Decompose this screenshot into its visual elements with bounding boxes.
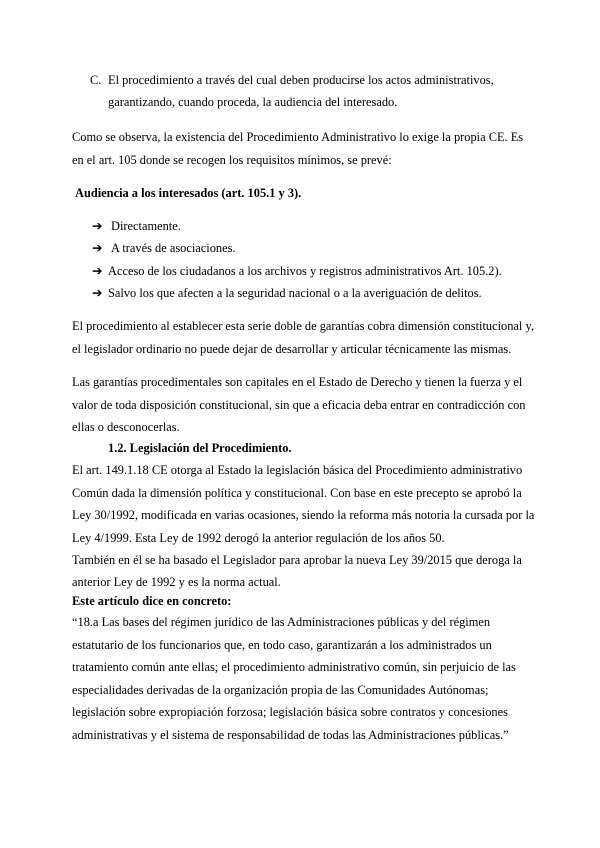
quote-line-5: legislación sobre expropiación forzosa; legislación básica sobre contratos y concesiones xyxy=(72,705,508,719)
quote-line-3: tratamiento común ante ellas; el procedimiento administrativo común, sin perjuicio de las xyxy=(72,660,516,674)
para1-line-1: Como se observa, la existencia del Procedimiento Administrativo lo exige la propia CE. Es xyxy=(72,130,524,144)
arrow-icon: ➔ xyxy=(92,241,103,255)
para4-line-5: También en él se ha basado el Legislador para aprobar la nueva Ley 39/2015 que deroga la xyxy=(72,553,522,567)
list-c-line-1: El procedimiento a través del cual deben producirse los actos administrativos, xyxy=(108,73,494,87)
para4-line-1: El art. 149.1.18 CE otorga al Estado la legislación básica del Procedimiento administrativo xyxy=(72,463,523,477)
para4-line-2: Común dada la dimensión política y constitucional. Con base en este precepto se aprobó la xyxy=(72,486,522,500)
para4-line-3: Ley 30/1992, modificada en varias ocasiones, siendo la reforma más notoria la cursada por la xyxy=(72,508,535,522)
audiencia-heading: Audiencia a los interesados (art. 105.1 y 3). xyxy=(75,186,302,200)
concrete-heading: Este artículo dice en concreto: xyxy=(72,594,232,608)
para2-line-1: El procedimiento al establecer esta serie doble de garantías cobra dimensión constitucional y, xyxy=(72,319,534,333)
para3-line-2: valor de toda disposición constitucional, sin que a eficacia deba entrar en contradicción con xyxy=(72,398,526,412)
quote-line-1: “18.a Las bases del régimen jurídico de las Administraciones públicas y del régimen xyxy=(72,615,491,629)
para4-line-6: anterior Ley de 1992 y es la norma actual. xyxy=(72,575,281,589)
quote-line-2: estatutario de los funcionarios que, en todo caso, garantizarán a los administrados un xyxy=(72,638,492,652)
para3-line-3: ellas o desconocerlas. xyxy=(72,420,180,434)
para4-line-4: Ley 4/1999. Esta Ley de 1992 derogó la anterior regulación de los años 50. xyxy=(72,531,445,545)
bullet-item-2: A través de asociaciones. xyxy=(111,241,236,255)
bullet-item-4: Salvo los que afecten a la seguridad nacional o a la averiguación de delitos. xyxy=(108,286,482,300)
arrow-icon: ➔ xyxy=(92,264,103,278)
bullet-item-1: Directamente. xyxy=(111,219,181,233)
arrow-icon: ➔ xyxy=(92,219,103,233)
section-heading: 1.2. Legislación del Procedimiento. xyxy=(108,441,292,455)
arrow-icon: ➔ xyxy=(92,286,103,300)
list-c-line-2: garantizando, cuando proceda, la audiencia del interesado. xyxy=(108,95,398,109)
list-marker-c: C. xyxy=(90,73,102,87)
para3-line-1: Las garantías procedimentales son capitales en el Estado de Derecho y tienen la fuerza y el xyxy=(72,375,523,389)
para1-line-2: en el art. 105 donde se recogen los requisitos mínimos, se prevé: xyxy=(72,153,392,167)
para2-line-2: el legislador ordinario no puede dejar de desarrollar y articular técnicamente las mismas. xyxy=(72,342,512,356)
quote-line-6: administrativas y el sistema de responsabilidad de todas las Administraciones públicas.” xyxy=(72,728,509,742)
bullet-item-3: Acceso de los ciudadanos a los archivos y registros administrativos Art. 105.2). xyxy=(108,264,502,278)
quote-line-4: especialidades derivadas de la organización propia de las Comunidades Autónomas; xyxy=(72,683,489,697)
